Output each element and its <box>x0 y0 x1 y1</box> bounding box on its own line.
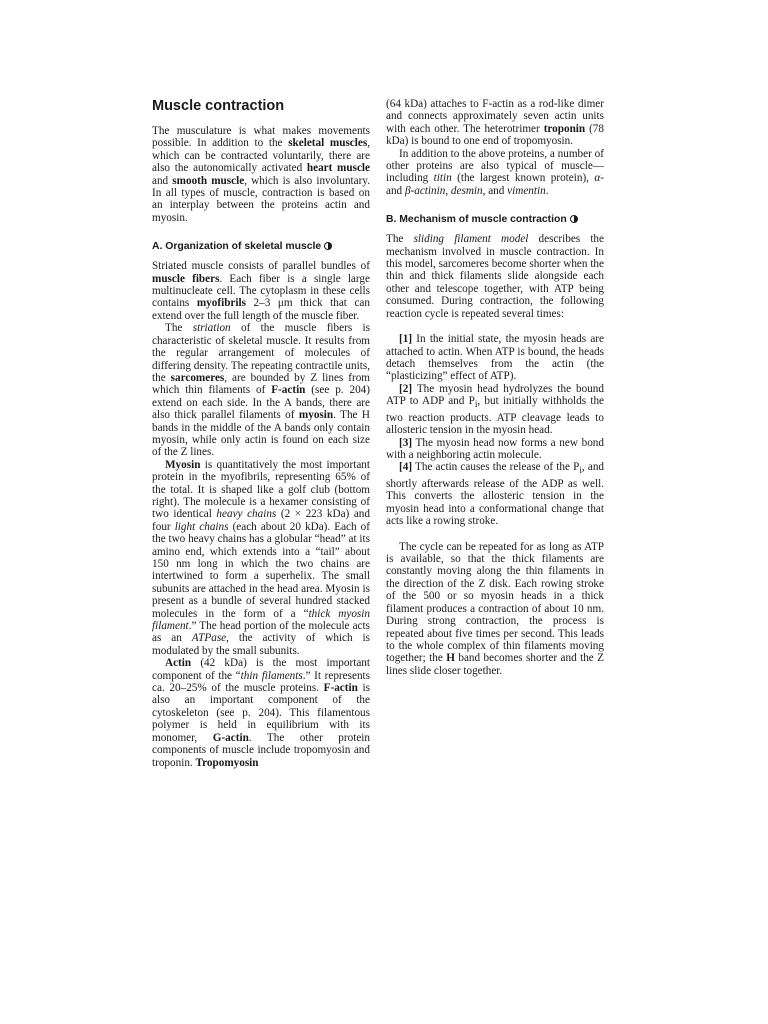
section-b-heading: B. Mechanism of muscle contraction <box>386 214 604 226</box>
cycle-step-1: [1] In the initial state, the myosin heads are attached to actin. When ATP is bound, the heads detach themselves from the actin (the “plasticizing” effect of ATP). <box>386 333 604 383</box>
section-a-paragraph-4: Actin (42 kDa) is the most important component of the “thin filaments.” It represents ca. 20–25% of the muscle proteins. F-actin is also an important component of the cytoskeleton (see p. 204). This filamentous polymer is held in equilibrium with its monomer, G-actin. The other protein components of muscle include tropomyosin and troponin. Tropomyosin <box>152 657 370 769</box>
section-b-paragraph-1: The sliding filament model describes the mechanism involved in muscle contraction. In this model, sarcomeres become shorter when the thin and thick filaments slide alongside each other and telescope together, with ATP being consumed. During contraction, the following reaction cycle is repeated several times: <box>386 233 604 320</box>
other-proteins-paragraph: In addition to the above proteins, a number of other proteins are also typical of muscle—including titin (the largest known protein), α- and β-actinin, desmin, and vimentin. <box>386 147 604 197</box>
cycle-step-4: [4] The actin causes the release of the $P_i$, and shortly afterwards release of the ADP as well. This converts the allosteric tension in the myosin head into a conformational change that acts like a rowing stroke. <box>386 461 605 528</box>
section-a-heading: A. Organization of skeletal muscle <box>152 241 370 253</box>
section-a-paragraph-1: Striated muscle consists of parallel bundles of muscle fibers. Each fiber is a single large multinucleate cell. The cytoplasm in these cells contains myofibrils 2–3 μm thick that can extend over the full length of the muscle fiber. <box>152 260 370 322</box>
cycle-step-2: [2] The myosin head hydrolyzes the bound ATP to ADP and $P_i$, but initially withholds the two reaction products. ATP cleavage leads to allosteric tension in the myosin head. <box>386 382 605 437</box>
section-a-paragraph-3: Myosin is quantitatively the most important protein in the myofibrils, representing 65% of the total. It is shaped like a golf club (bottom right). The molecule is a hexamer consisting of two identical heavy chains (2 × 223 kDa) and four light chains (each about 20 kDa). Each of the two heavy chains has a globular “head” at its amino end, which extends into a “tail” about 150 nm long in which the two chains are intertwined to form a superhelix. The small subunits are attached in the head area. Myosin is present as a bundle of several hundred stacked molecules in the form of a “thick myosin filament.” The head portion of the molecule acts as an ATPase, the activity of which is modulated by the small subunits. <box>152 458 370 657</box>
intro-paragraph: The musculature is what makes movements possible. In addition to the skeletal muscles, which can be contracted voluntarily, there are also the autonomically activated heart muscle and smooth muscle, which is also involuntary. In all types of muscle, contraction is based on an interplay between the proteins actin and myosin. <box>152 125 370 224</box>
difficulty-icon <box>570 215 578 223</box>
right-column <box>386 98 604 677</box>
page-title: Muscle contraction <box>152 98 285 114</box>
section-a-paragraph-2: The striation of the muscle fibers is characteristic of skeletal muscle. It results from the regular arrangement of molecules of differing density. The repeating contractile units, the sarcomeres, are bounded by Z lines from which thin filaments of F-actin (see p. 204) extend on each side. In the A bands, there are also thick parallel filaments of myosin. The H bands in the middle of the A bands only contain myosin, while only actin is found on each size of the Z lines. <box>152 322 370 459</box>
left-column <box>152 98 370 769</box>
section-b-paragraph-2: The cycle can be repeated for as long as ATP is available, so that the thick filaments are constantly moving along the thin filaments in the direction of the Z disk. Each rowing stroke of the 500 or so myosin heads in a thick filament produces a contraction of about 10 nm. During strong contraction, the process is repeated about five times per second. This leads to the whole complex of thin filaments moving together; the H band becomes shorter and the Z lines slide closer together. <box>386 540 604 677</box>
difficulty-icon <box>324 242 332 250</box>
continued-paragraph: (64 kDa) attaches to F-actin as a rod-like dimer and connects approximately seven actin units with each other. The heterotrimer troponin (78 kDa) is bound to one end of tropomyosin. <box>386 98 604 148</box>
cycle-step-3: [3] The myosin head now forms a new bond with a neighboring actin molecule. <box>386 436 604 461</box>
